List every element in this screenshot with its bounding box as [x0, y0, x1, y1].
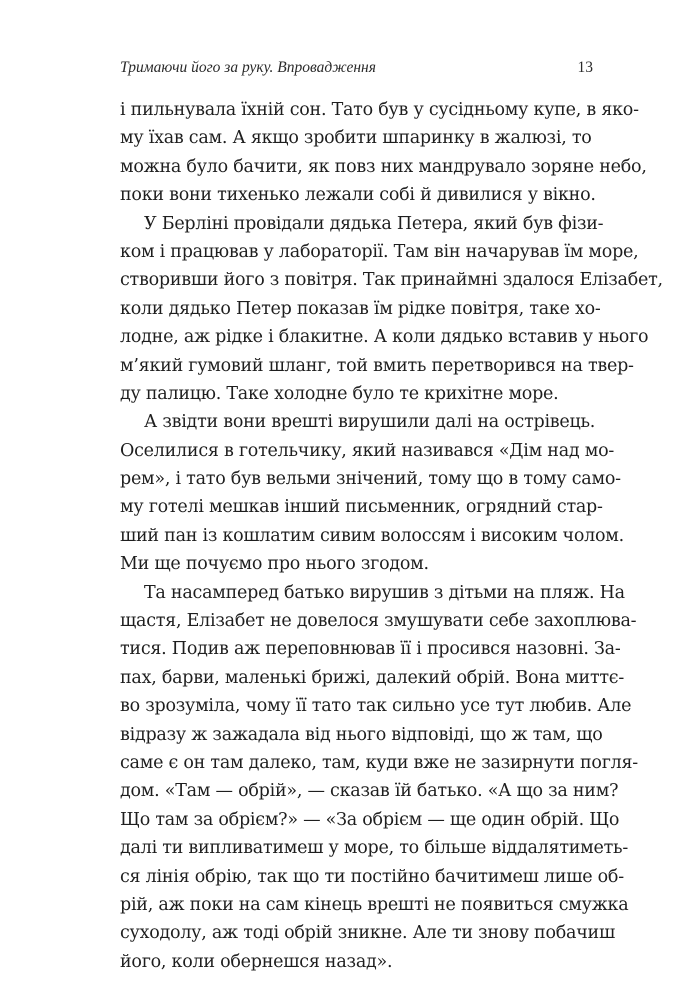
- text-line: Що там за обрієм?» — «За обрієм — ще один обрій. Що: [120, 809, 620, 830]
- text-line: тися. Подив аж переповнював її і просився назовні. За-: [120, 639, 621, 660]
- running-title: Тримаючи його за руку. Впровадження: [120, 59, 376, 76]
- text-line: відразу ж зажадала від нього відповіді, що ж там, що: [120, 724, 603, 745]
- text-line: дом. «Там — обрій», — сказав їй батько. «А що за ним?: [120, 781, 619, 802]
- page-number: 13: [577, 59, 593, 76]
- text-line: Оселилися в готельчику, який називався «Дім над мо-: [120, 440, 615, 461]
- text-line: ду палицю. Таке холодне було те крихітне море.: [120, 383, 559, 404]
- text-line: коли дядько Петер показав їм рідке повітря, таке хо-: [120, 298, 601, 319]
- text-line: Ми ще почуємо про нього згодом.: [120, 554, 429, 575]
- text-line: ший пан із кошлатим сивим волоссям і високим чолом.: [120, 525, 624, 546]
- text-line: м’який гумовий шланг, той вмить перетворився на твер-: [120, 355, 634, 376]
- text-line: рем», і тато був вельми знічений, тому що в тому само-: [120, 469, 621, 490]
- text-line: му їхав сам. А якщо зробити шпаринку в жалюзі, то: [120, 128, 592, 149]
- text-line: У Берліні провідали дядька Петера, який був фізи-: [144, 213, 604, 234]
- text-line: Та насамперед батько вирушив з дітьми на пляж. На: [144, 582, 625, 603]
- running-head: [120, 59, 593, 81]
- text-line: ком і працював у лабораторії. Там він начарував їм море,: [120, 241, 639, 262]
- text-line: поки вони тихенько лежали собі й дивилися у вікно.: [120, 185, 596, 206]
- text-line: А звідти вони врешті вирушили далі на острівець.: [144, 412, 596, 433]
- text-line: ся лінія обрію, так що ти постійно бачитимеш лише об-: [120, 866, 624, 887]
- text-line: створивши його з повітря. Так принаймні здалося Елізабет,: [120, 270, 663, 291]
- text-line: і пильнувала їхній сон. Тато був у сусідньому купе, в яко-: [120, 100, 639, 120]
- text-line: далі ти випливатимеш у море, то більше віддалятиметь-: [120, 838, 628, 859]
- text-line: суходолу, аж тоді обрій зникне. Але ти знову побачиш: [120, 923, 615, 944]
- body-text: [120, 96, 663, 976]
- text-line: його, коли обернешся назад».: [120, 951, 393, 972]
- text-line: рій, аж поки на сам кінець врешті не появиться смужка: [120, 894, 629, 915]
- text-line: во зрозуміла, чому її тато так сильно усе тут любив. Але: [120, 696, 632, 717]
- text-line: пах, барви, маленькі брижі, далекий обрій. Вона миттє-: [120, 667, 625, 688]
- text-line: му готелі мешкав інший письменник, огрядний стар-: [120, 497, 603, 518]
- text-line: саме є он там далеко, там, куди вже не зазирнути погля-: [120, 752, 638, 773]
- text-line: щастя, Елізабет не довелося змушувати себе захоплюва-: [120, 611, 637, 632]
- text-line: можна було бачити, як повз них мандрувало зоряне небо,: [120, 156, 647, 177]
- text-line: лодне, аж рідке і блакитне. А коли дядько вставив у нього: [120, 327, 649, 348]
